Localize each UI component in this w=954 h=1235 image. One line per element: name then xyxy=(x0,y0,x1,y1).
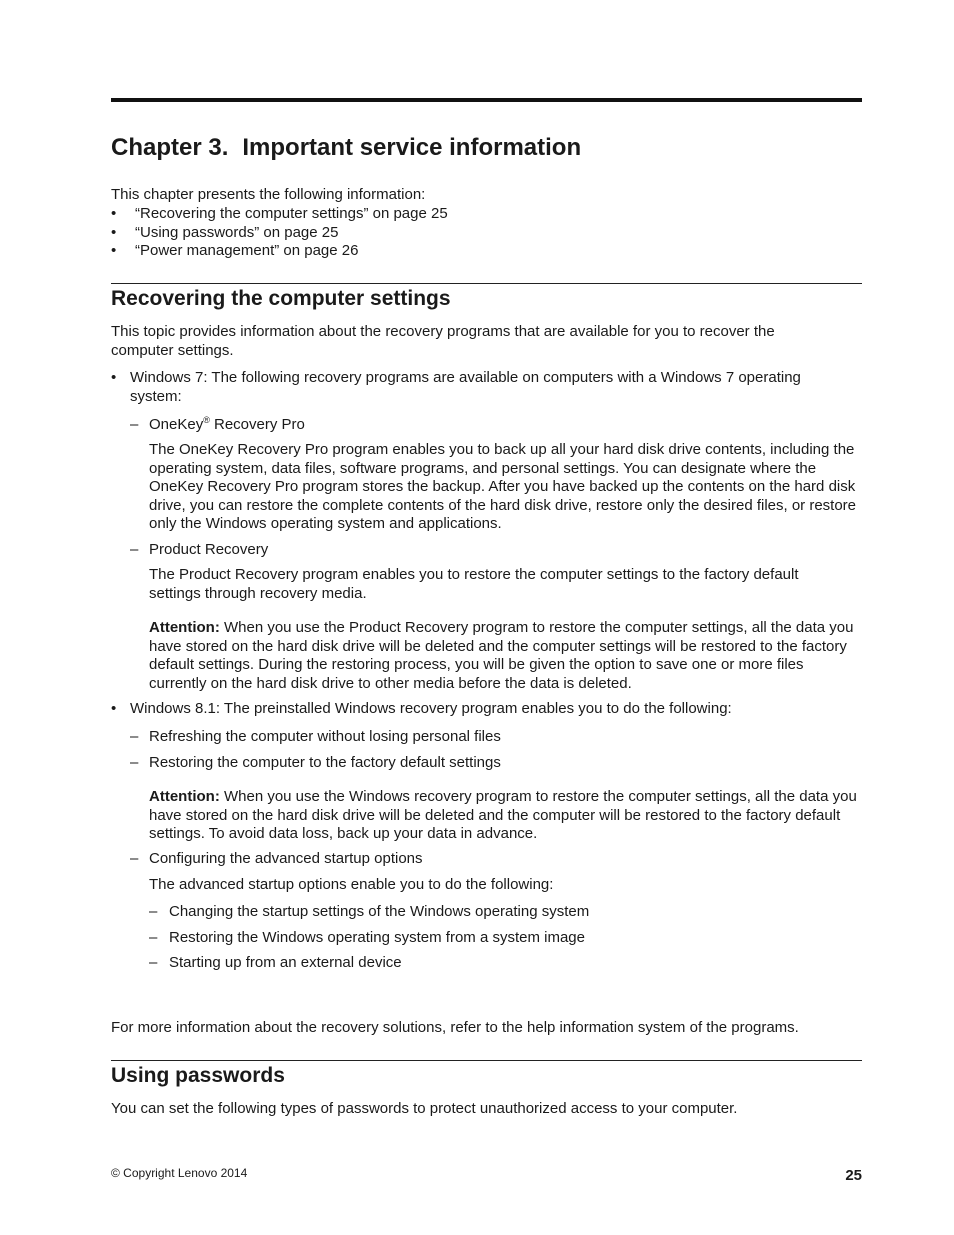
dash-icon: – xyxy=(130,416,139,433)
win7-text: Windows 7: The following recovery programs are available on computers with a Windows 7 operating system: xyxy=(130,369,801,405)
advanced-sub-image: Restoring the Windows operating system from a system image xyxy=(169,929,585,946)
win81-item-advanced: Configuring the advanced startup options xyxy=(149,850,423,867)
onekey-suffix: Recovery Pro xyxy=(209,416,305,433)
dash-icon: – xyxy=(130,850,139,867)
attention-note-product xyxy=(149,619,862,693)
bullet-icon: • xyxy=(111,224,117,241)
dash-icon: – xyxy=(130,754,139,771)
recovering-intro: This topic provides information about the recovery programs that are available for you to recover the computer settings. xyxy=(111,323,775,359)
bullet-icon: • xyxy=(111,369,117,386)
toc-link-recovering[interactable]: “Recovering the computer settings” on page 25 xyxy=(135,205,448,222)
dash-icon: – xyxy=(130,728,139,745)
chapter-title xyxy=(111,134,581,162)
copyright-footer: © Copyright Lenovo 2014 xyxy=(111,1166,248,1180)
section-rule xyxy=(111,283,862,284)
attention-label: Attention: xyxy=(149,619,220,636)
dash-icon: – xyxy=(149,929,158,946)
registered-mark: ® xyxy=(203,415,210,425)
toc-link-passwords[interactable]: “Using passwords” on page 25 xyxy=(135,224,339,241)
advanced-sub-startup: Changing the startup settings of the Windows operating system xyxy=(169,903,590,920)
more-info: For more information about the recovery solutions, refer to the help information system of the programs. xyxy=(111,1019,799,1036)
product-recovery-heading: Product Recovery xyxy=(149,541,269,558)
attention-note-windows xyxy=(149,788,862,844)
product-recovery-description: The Product Recovery program enables you to restore the computer settings to the factory default settings through recovery media. xyxy=(149,566,799,602)
section-title-passwords: Using passwords xyxy=(111,1064,285,1087)
chapter-number: Chapter 3. xyxy=(111,134,229,161)
passwords-intro: You can set the following types of passwords to protect unauthorized access to your computer. xyxy=(111,1100,738,1117)
section-rule xyxy=(111,1060,862,1061)
attention-text: When you use the Windows recovery program to restore the computer settings, all the data you have stored on the hard disk drive will be deleted and the computer will be restored to the factory default settings. To avoid data loss, back up your data in advance. xyxy=(149,788,857,843)
bullet-icon: • xyxy=(111,700,117,717)
win81-item-restore: Restoring the computer to the factory default settings xyxy=(149,754,501,771)
advanced-intro: The advanced startup options enable you to do the following: xyxy=(149,876,554,893)
dash-icon: – xyxy=(149,954,158,971)
attention-label: Attention: xyxy=(149,788,220,805)
win81-text: Windows 8.1: The preinstalled Windows recovery program enables you to do the following: xyxy=(130,700,732,717)
dash-icon: – xyxy=(130,541,139,558)
win81-item-refresh: Refreshing the computer without losing personal files xyxy=(149,728,501,745)
dash-icon: – xyxy=(149,903,158,920)
onekey-label: OneKey xyxy=(149,416,204,433)
onekey-description: The OneKey Recovery Pro program enables you to back up all your hard disk drive contents, including the operating system, data files, software programs, and personal settings. You can designate where the OneKey Recovery Pro program stores the backup. After you have backed up the contents on the hard disk drive, you can restore the complete contents of the hard disk drive, restore only the desired files, or restore only the Windows operating system and applications. xyxy=(149,441,857,533)
bullet-icon: • xyxy=(111,205,117,222)
chapter-intro: This chapter presents the following information: xyxy=(111,186,426,203)
section-title-recovering: Recovering the computer settings xyxy=(111,287,451,310)
advanced-sub-external: Starting up from an external device xyxy=(169,954,402,971)
page-number: 25 xyxy=(845,1167,862,1184)
bullet-icon: • xyxy=(111,242,117,259)
toc-link-power[interactable]: “Power management” on page 26 xyxy=(135,242,359,259)
chapter-title-text: Important service information xyxy=(242,134,582,161)
onekey-heading xyxy=(149,416,305,435)
attention-text: When you use the Product Recovery program to restore the computer settings, all the data you have stored on the hard disk drive will be deleted and the computer settings will be restored to the factory default settings. During the restoring process, you will be given the option to save one or more files currently on the hard disk drive to other media before the data is deleted. xyxy=(149,619,854,692)
chapter-top-rule xyxy=(111,98,862,102)
